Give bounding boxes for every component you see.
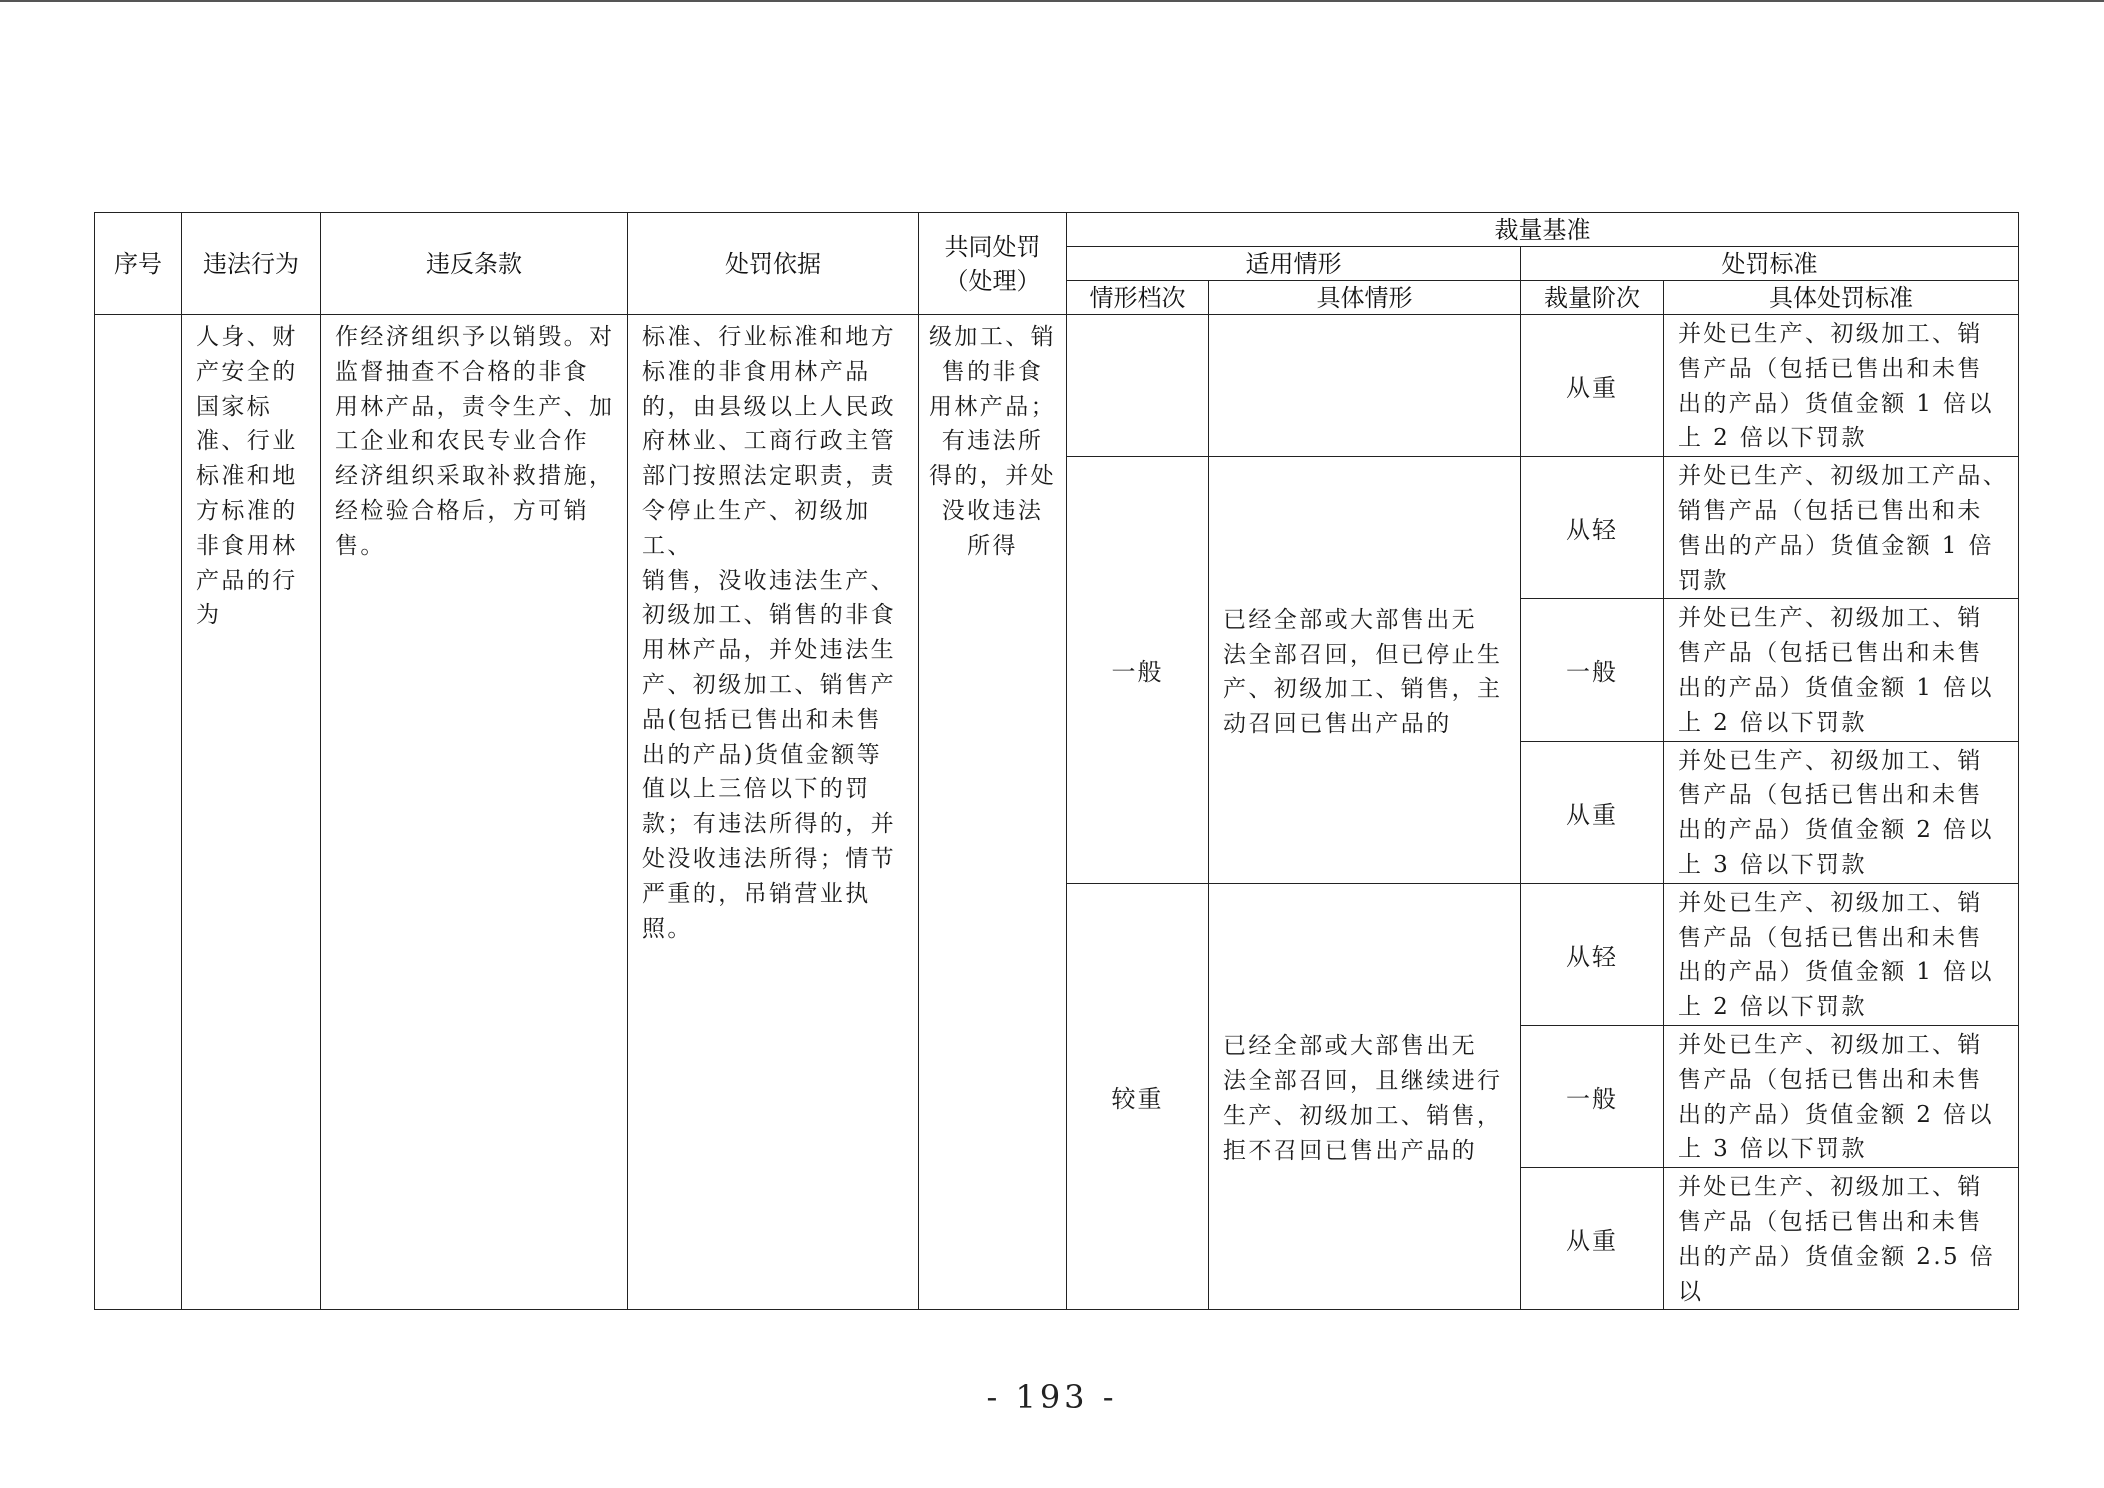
header-common-penalty: 共同处罚 （处理） bbox=[919, 213, 1067, 315]
discretion-stage-cell: 一般 bbox=[1521, 1025, 1664, 1167]
discretion-stage-cell: 从轻 bbox=[1521, 457, 1664, 599]
situation-level-cell: 一般 bbox=[1067, 457, 1209, 884]
detail-standard-text: 并处已生产、初级加工、销 售产品（包括已售出和未售 出的产品）货值金额 2.5 倍以 bbox=[1678, 1174, 1996, 1305]
violation-cell bbox=[182, 315, 321, 1310]
discretion-stage-cell: 从轻 bbox=[1521, 883, 1664, 1025]
article-cell bbox=[321, 315, 628, 1310]
detail-standard-text: 并处已生产、初级加工、销 售产品（包括已售出和未售 出的产品）货值金额 1 倍以 上 2 倍以下罚款 bbox=[1678, 889, 1994, 1021]
detail-standard-cell bbox=[1664, 315, 2019, 457]
discretion-stage-cell: 从重 bbox=[1521, 315, 1664, 457]
situation-detail-cell bbox=[1209, 883, 1521, 1310]
discretion-stage-cell: 从重 bbox=[1521, 1168, 1664, 1310]
detail-standard-cell bbox=[1664, 599, 2019, 741]
situation-detail-cell bbox=[1209, 457, 1521, 884]
page-number: - 193 - bbox=[986, 1378, 1118, 1416]
basis-text: 标准、行业标准和地方 标准的非食用林产品 的，由县级以上人民政 府林业、工商行政主管 部门按照法定职责，责 令停止生产、初级加工、 销售，没收违法生产、 初级加工、销售的非食 用林产品，并处违法生 产、初级加工、销售产 品(包括已售出和未售 出的产品)货值金额等 值以上三倍以下的罚 款；有违法所得的，并 处没收违法所得；情节 严重的，吊销营业执照。 bbox=[642, 324, 896, 942]
situation-detail-text bbox=[1209, 383, 1520, 388]
detail-standard-cell bbox=[1664, 457, 2019, 599]
situation-detail-cell bbox=[1209, 315, 1521, 457]
common-penalty-cell bbox=[919, 315, 1067, 1310]
header-violation: 违法行为 bbox=[182, 213, 321, 315]
header-situation-level: 情形档次 bbox=[1067, 281, 1209, 315]
violation-text: 人身、财 产安全的 国家标 准、行业 标准和地 方标准的 非食用林 产品的行 为 bbox=[196, 324, 298, 629]
detail-standard-text: 并处已生产、初级加工产品、 销售产品（包括已售出和未 售出的产品）货值金额 1 倍 罚款 bbox=[1678, 463, 2009, 594]
penalty-discretion-table bbox=[94, 212, 2019, 1310]
article-text: 作经济组织予以销毁。对 监督抽查不合格的非食 用林产品，责令生产、加 工企业和农民专业合作 经济组织采取补救措施， 经检验合格后，方可销 售。 bbox=[335, 324, 615, 559]
header-article: 违反条款 bbox=[321, 213, 628, 315]
detail-standard-text: 并处已生产、初级加工、销 售产品（包括已售出和未售 出的产品）货值金额 2 倍以 上 3 倍以下罚款 bbox=[1678, 1031, 1994, 1163]
detail-standard-cell bbox=[1664, 741, 2019, 883]
detail-standard-cell bbox=[1664, 883, 2019, 1025]
detail-standard-text: 并处已生产、初级加工、销 售产品（包括已售出和未售 出的产品）货值金额 1 倍以 上 2 倍以下罚款 bbox=[1678, 605, 1994, 736]
detail-standard-text: 并处已生产、初级加工、销 售产品（包括已售出和未售 出的产品）货值金额 2 倍以 上 3 倍以下罚款 bbox=[1678, 747, 1994, 878]
header-applicable: 适用情形 bbox=[1067, 247, 1521, 281]
header-basis: 处罚依据 bbox=[628, 213, 919, 315]
header-detail-standard: 具体处罚标准 bbox=[1664, 281, 2019, 315]
header-seq: 序号 bbox=[95, 213, 182, 315]
seq-text bbox=[95, 315, 181, 320]
header-situation-detail: 具体情形 bbox=[1209, 281, 1521, 315]
situation-level-cell: 较重 bbox=[1067, 883, 1209, 1310]
page-top-border bbox=[0, 0, 2104, 2]
detail-standard-cell bbox=[1664, 1168, 2019, 1310]
situation-detail-text: 已经全部或大部售出无 法全部召回，但已停止生 产、初级加工、销售，主 动召回已售出产品的 bbox=[1223, 606, 1503, 738]
situation-level-cell bbox=[1067, 315, 1209, 457]
common-penalty-text: 级加工、销 售的非食 用林产品； 有违法所 得的，并处 没收违法 所得 bbox=[929, 324, 1056, 559]
header-discretion-level: 裁量阶次 bbox=[1521, 281, 1664, 315]
header-discretion: 裁量基准 bbox=[1067, 213, 2019, 247]
basis-cell bbox=[628, 315, 919, 1310]
discretion-stage-cell: 从重 bbox=[1521, 741, 1664, 883]
penalty-table-container bbox=[94, 212, 2018, 1310]
header-penalty-standard: 处罚标准 bbox=[1521, 247, 2019, 281]
seq-cell bbox=[95, 315, 182, 1310]
discretion-stage-cell: 一般 bbox=[1521, 599, 1664, 741]
detail-standard-text: 并处已生产、初级加工、销 售产品（包括已售出和未售 出的产品）货值金额 1 倍以 上 2 倍以下罚款 bbox=[1678, 321, 1994, 452]
detail-standard-cell bbox=[1664, 1025, 2019, 1167]
situation-detail-text: 已经全部或大部售出无 法全部召回，且继续进行 生产、初级加工、销售， 拒不召回已售出产品的 bbox=[1223, 1033, 1503, 1164]
